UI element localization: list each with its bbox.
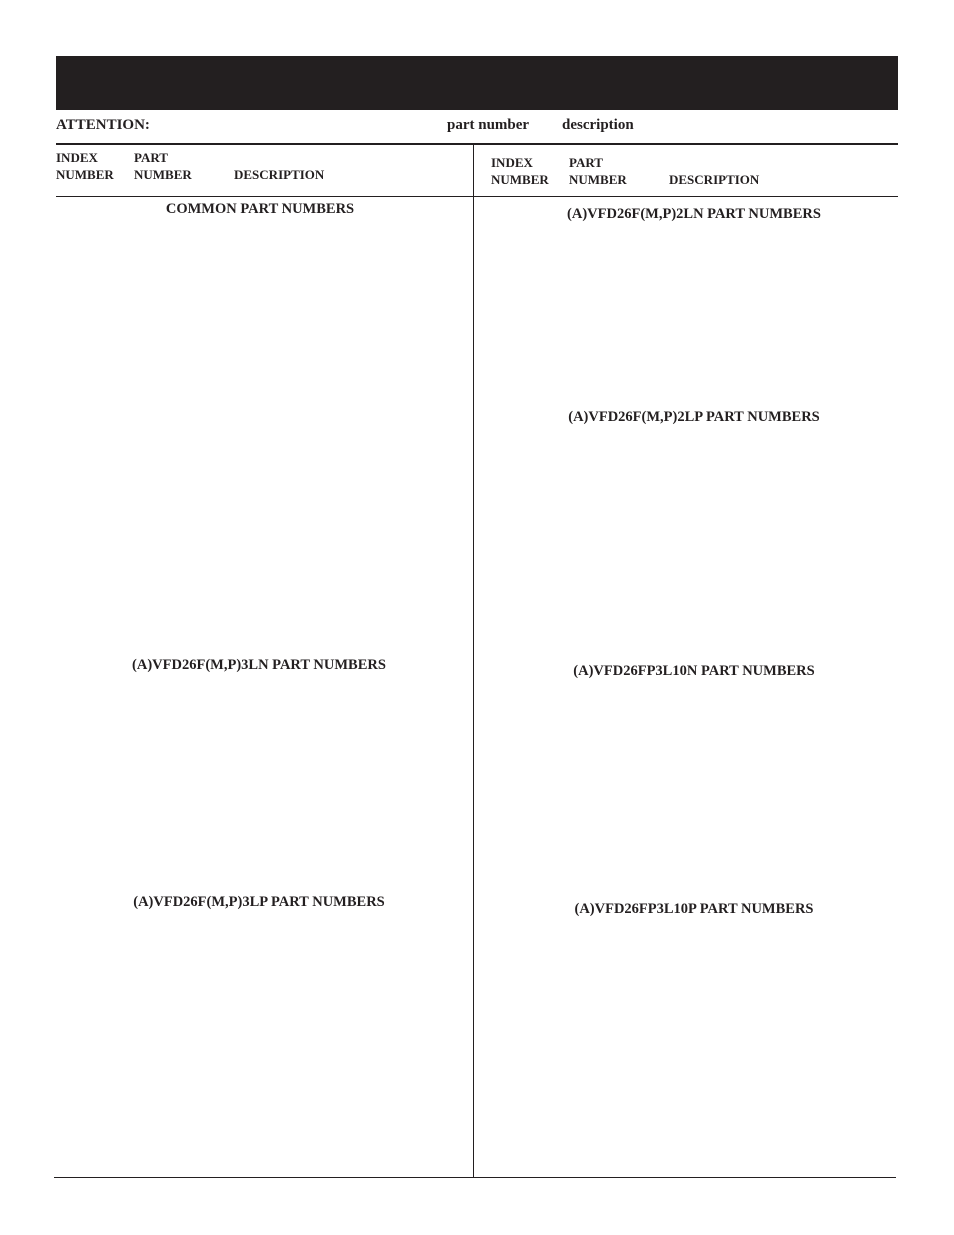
right-section-3l10p: (A)VFD26FP3L10P PART NUMBERS xyxy=(574,901,814,917)
column-divider xyxy=(473,144,474,1178)
right-header-index-line1: INDEX xyxy=(491,155,533,170)
right-header-part xyxy=(569,154,627,188)
page-bottom-rule xyxy=(54,1177,896,1178)
right-header-description: DESCRIPTION xyxy=(669,172,760,187)
attention-description: description xyxy=(562,117,634,133)
header-bottom-rule xyxy=(56,196,898,197)
left-header-description: DESCRIPTION xyxy=(234,167,325,182)
right-header-index-line2: NUMBER xyxy=(491,172,549,187)
right-header-part-line2: NUMBER xyxy=(569,172,627,187)
right-header-part-line1: PART xyxy=(569,155,603,170)
left-header-index xyxy=(56,149,114,183)
attention-row xyxy=(56,117,898,137)
left-section-3ln: (A)VFD26F(M,P)3LN PART NUMBERS xyxy=(132,657,386,673)
header-top-rule xyxy=(56,143,898,145)
left-header-part-line1: PART xyxy=(134,150,168,165)
left-header-index-line1: INDEX xyxy=(56,150,98,165)
right-section-3l10n: (A)VFD26FP3L10N PART NUMBERS xyxy=(573,663,815,679)
left-section-3lp: (A)VFD26F(M,P)3LP PART NUMBERS xyxy=(133,894,385,910)
left-header-part-line2: NUMBER xyxy=(134,167,192,182)
right-section-2ln: (A)VFD26F(M,P)2LN PART NUMBERS xyxy=(567,206,821,222)
attention-label: ATTENTION: xyxy=(56,117,150,133)
right-header-index xyxy=(491,154,549,188)
left-header-index-line2: NUMBER xyxy=(56,167,114,182)
left-header-part xyxy=(134,149,192,183)
title-bar xyxy=(56,56,898,110)
left-section-common: COMMON PART NUMBERS xyxy=(165,201,355,217)
attention-part-number: part number xyxy=(447,117,530,133)
right-section-2lp: (A)VFD26F(M,P)2LP PART NUMBERS xyxy=(568,409,820,425)
